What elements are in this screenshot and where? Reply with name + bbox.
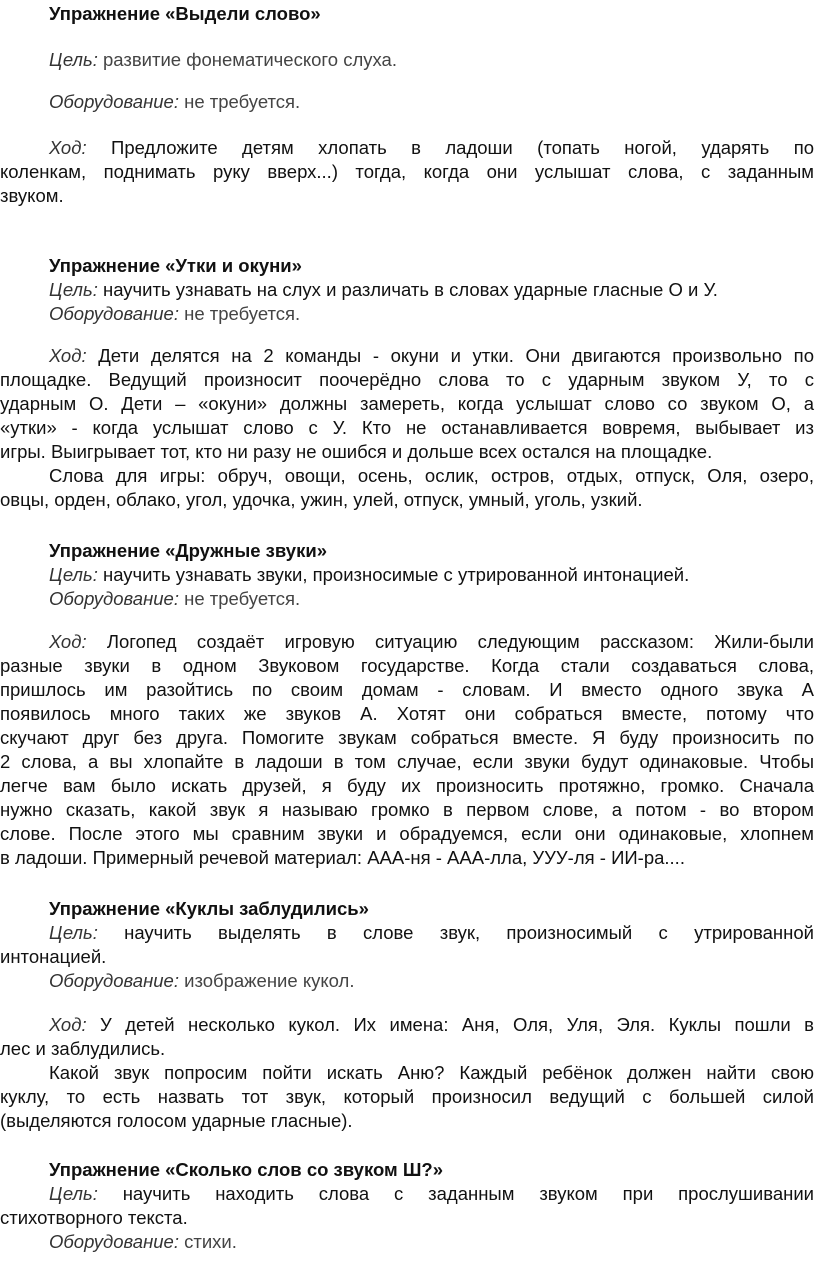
exercise-1-move-line: звуком. (0, 185, 64, 206)
goal-text: научить выделять в слове звук, произносимый с утрированной (97, 922, 814, 943)
exercise-3-move-line: 2 слова, а вы хлопайте в ладоши в том случае, если звуки будут одинаковые. Чтобы (0, 751, 814, 772)
exercise-2-move-line: игры. Выигрывает тот, кто ни разу не ошибся и дольше всех остался на площадке. (0, 441, 713, 462)
exercise-3-move-line: слове. После этого мы сравним звуки и обрадуемся, если они одинаковые, хлопнем (0, 823, 814, 844)
exercise-5-title: Упражнение «Сколько слов со звуком Ш?» (49, 1159, 444, 1180)
exercise-3-move-line: нужно сказать, какой звук я называю громко в первом слове, а потом - во втором (0, 799, 814, 820)
exercise-4-extra-line: куклу, то есть назвать тот звук, который произносил ведущий с большей силой (0, 1086, 814, 1107)
exercise-3-move-line: в ладоши. Примерный речевой материал: ААА-ня - ААА-лла, УУУ-ля - ИИ-ра.... (0, 847, 685, 868)
exercise-3-move-line: разные звуки в одном Звуковом государстве. Когда стали создаваться слова, (0, 655, 814, 676)
goal-label: Цель: (49, 1183, 98, 1204)
exercise-4-extra-line: (выделяются голосом ударные гласные). (0, 1110, 353, 1131)
goal-label: Цель: (49, 279, 98, 300)
goal-label: Цель: (49, 49, 98, 70)
exercise-4-title: Упражнение «Куклы заблудились» (49, 898, 369, 919)
exercise-4-extra-line: Какой звук попросим пойти искать Аню? Каждый ребёнок должен найти свою (49, 1062, 814, 1083)
exercise-3-move-line (0, 630, 814, 654)
equipment-text: стихи. (178, 1231, 237, 1252)
exercise-2-words-line: Слова для игры: обруч, овощи, осень, ослик, остров, отдых, отпуск, Оля, озеро, (49, 465, 814, 486)
exercise-2-move-line: ударным О. Дети – «окуни» должны замереть, когда услышат слово со звуком О, а (0, 393, 814, 414)
exercise-3-title: Упражнение «Дружные звуки» (49, 540, 327, 561)
exercise-5-equipment (0, 1230, 814, 1254)
exercise-2-equipment (0, 302, 814, 326)
move-text: Дети делятся на 2 команды - окуни и утки. Они двигаются произвольно по (86, 345, 814, 366)
goal-label: Цель: (49, 564, 98, 585)
exercise-2-move-line: «утки» - когда услышат слово с У. Кто не останавливается вовремя, выбывает из (0, 417, 814, 438)
exercise-2-move-line: площадке. Ведущий произносит поочерёдно слова то с ударным звуком У, то с (0, 369, 814, 390)
exercise-3-move-line: скучают друг без друга. Помогите звукам собраться вместе. Я буду произносить по (0, 727, 814, 748)
goal-text: научить узнавать звуки, произносимые с утрированной интонацией. (97, 564, 690, 585)
exercise-1-title: Упражнение «Выдели слово» (49, 3, 321, 24)
equipment-text: не требуется. (178, 588, 301, 609)
move-label: Ход: (49, 1014, 87, 1035)
equipment-label: Оборудование: (49, 970, 179, 991)
exercise-2-move-line (0, 344, 814, 368)
exercise-4-goal-line: интонацией. (0, 946, 107, 967)
exercise-3-goal (0, 563, 814, 587)
exercise-4-move-line (0, 1013, 814, 1037)
exercise-1-move-line (0, 136, 814, 160)
exercise-5-goal-line: стихотворного текста. (0, 1207, 188, 1228)
exercise-5-goal (0, 1182, 814, 1206)
exercise-4-goal (0, 921, 814, 945)
goal-text: развитие фонематического слуха. (97, 49, 397, 70)
move-text: У детей несколько кукол. Их имена: Аня, Оля, Уля, Эля. Куклы пошли в (86, 1014, 814, 1035)
move-label: Ход: (49, 137, 87, 158)
equipment-text: изображение кукол. (178, 970, 355, 991)
equipment-label: Оборудование: (49, 91, 179, 112)
exercise-1-equipment (0, 90, 814, 114)
equipment-label: Оборудование: (49, 588, 179, 609)
equipment-text: не требуется. (178, 303, 301, 324)
goal-text: научить узнавать на слух и различать в словах ударные гласные О и У. (97, 279, 718, 300)
exercise-3-equipment (0, 587, 814, 611)
exercise-2-title: Упражнение «Утки и окуни» (49, 255, 302, 276)
move-label: Ход: (49, 345, 87, 366)
goal-text: научить находить слова с заданным звуком при прослушивании (97, 1183, 814, 1204)
move-label: Ход: (49, 631, 87, 652)
exercise-2-words-line: овцы, орден, облако, угол, удочка, ужин, улей, отпуск, умный, уголь, узкий. (0, 489, 643, 510)
exercise-3-move-line: пришлось им разойтись по своим домам - словам. И вместо одного звука А (0, 679, 814, 700)
exercise-4-move-line: лес и заблудились. (0, 1038, 166, 1059)
move-text: Предложите детям хлопать в ладоши (топать ногой, ударять по (86, 137, 814, 158)
equipment-text: не требуется. (178, 91, 301, 112)
exercise-4-equipment (0, 969, 814, 993)
exercise-1-move-line: коленкам, поднимать руку вверх...) тогда, когда они услышат слова, с заданным (0, 161, 814, 182)
exercise-1-goal (0, 48, 814, 72)
goal-label: Цель: (49, 922, 98, 943)
exercise-3-move-line: появилось много таких же звуков А. Хотят они собраться вместе, потому что (0, 703, 814, 724)
exercise-2-goal (0, 278, 814, 302)
exercise-3-move-line: легче вам было искать друзей, я буду их произносить протяжно, громко. Сначала (0, 775, 814, 796)
equipment-label: Оборудование: (49, 303, 179, 324)
move-text: Логопед создаёт игровую ситуацию следующим рассказом: Жили-были (86, 631, 814, 652)
equipment-label: Оборудование: (49, 1231, 179, 1252)
